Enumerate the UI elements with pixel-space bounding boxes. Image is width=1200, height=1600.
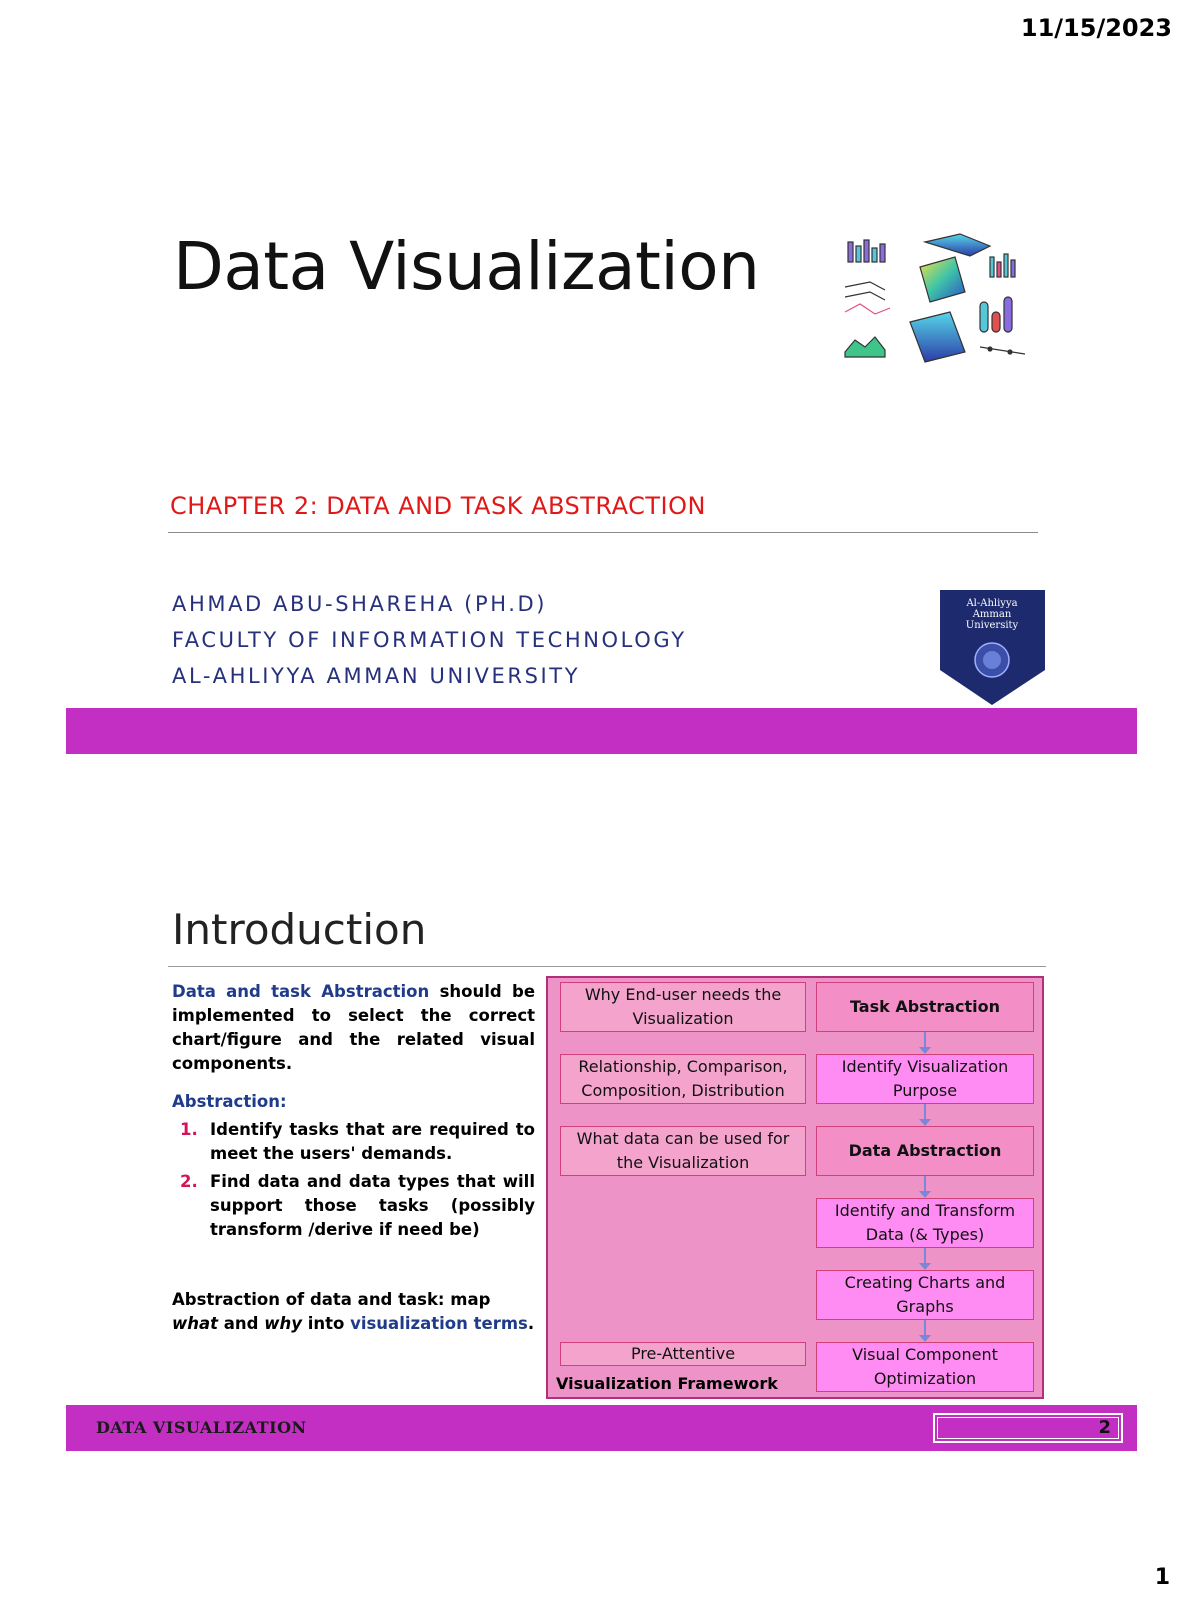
framework-label: Visualization Framework bbox=[556, 1374, 778, 1393]
slide-number-box bbox=[933, 1413, 1123, 1443]
university-logo bbox=[940, 590, 1045, 705]
down-arrow-icon bbox=[924, 1320, 926, 1336]
slide2-title: Introduction bbox=[172, 905, 427, 954]
slide-number: 2 bbox=[1098, 1417, 1111, 1438]
slide1-band bbox=[66, 708, 1137, 754]
logo-text-line: Amman bbox=[972, 609, 1012, 620]
list-text: Find data and data types that will support those tasks (possibly transform /derive if need be) bbox=[210, 1172, 535, 1239]
page-number: 1 bbox=[1154, 1565, 1170, 1590]
summary-what: what bbox=[172, 1314, 219, 1333]
list-item bbox=[172, 1170, 535, 1242]
framework-box-charts: Creating Charts and Graphs bbox=[816, 1270, 1034, 1320]
framework-box-optimization: Visual Component Optimization bbox=[816, 1342, 1034, 1392]
framework-box-task-abstraction: Task Abstraction bbox=[816, 982, 1034, 1032]
data-charts-illustration-icon bbox=[840, 232, 1050, 372]
framework-box-what-data: What data can be used for the Visualization bbox=[560, 1126, 806, 1176]
author-name: AHMAD ABU-SHAREHA (PH.D) bbox=[172, 592, 548, 616]
framework-box-identify-purpose: Identify Visualization Purpose bbox=[816, 1054, 1034, 1104]
divider bbox=[168, 532, 1038, 533]
intro-text-block bbox=[172, 980, 535, 1336]
list-item bbox=[172, 1118, 535, 1166]
footer-title: DATA VISUALIZATION bbox=[96, 1418, 307, 1437]
slide1-title: Data Visualization bbox=[173, 228, 760, 305]
faculty-name: FACULTY OF INFORMATION TECHNOLOGY bbox=[172, 628, 687, 652]
logo-text-line: University bbox=[965, 620, 1019, 631]
framework-box-why: Why End-user needs the Visualization bbox=[560, 982, 806, 1032]
summary-end: . bbox=[527, 1314, 535, 1333]
intro-highlight: Data and task Abstraction bbox=[172, 982, 430, 1001]
date-label: 11/15/2023 bbox=[1020, 14, 1172, 42]
framework-box-relationship: Relationship, Comparison, Composition, Distribution bbox=[560, 1054, 806, 1104]
summary-why: why bbox=[264, 1314, 302, 1333]
summary-terms: visualization terms bbox=[350, 1314, 528, 1333]
summary-into: into bbox=[301, 1314, 351, 1333]
chapter-title: CHAPTER 2: DATA AND TASK ABSTRACTION bbox=[170, 492, 706, 520]
logo-text-line: Al-Ahliyya bbox=[966, 598, 1018, 609]
list-number: 1. bbox=[180, 1120, 198, 1139]
intro-paragraph bbox=[172, 980, 535, 1076]
intro-rest: should be implemented to select the correct chart/figure and the related visual components. bbox=[172, 982, 536, 1073]
divider bbox=[168, 966, 1046, 967]
abstraction-heading: Abstraction: bbox=[172, 1092, 287, 1111]
list-number: 2. bbox=[180, 1172, 198, 1191]
down-arrow-icon bbox=[924, 1176, 926, 1192]
down-arrow-icon bbox=[924, 1248, 926, 1264]
university-name: AL-AHLIYYA AMMAN UNIVERSITY bbox=[172, 664, 581, 688]
framework-box-transform-data: Identify and Transform Data (& Types) bbox=[816, 1198, 1034, 1248]
visualization-framework-panel bbox=[546, 976, 1044, 1399]
list-text: Identify tasks that are required to meet the users' demands. bbox=[210, 1120, 535, 1163]
summary-prefix: Abstraction of data and task: map bbox=[172, 1290, 491, 1309]
abstraction-summary bbox=[172, 1288, 535, 1336]
framework-box-data-abstraction: Data Abstraction bbox=[816, 1126, 1034, 1176]
down-arrow-icon bbox=[924, 1032, 926, 1048]
framework-box-pre-attentive: Pre-Attentive bbox=[560, 1342, 806, 1366]
summary-and: and bbox=[218, 1314, 265, 1333]
down-arrow-icon bbox=[924, 1104, 926, 1120]
